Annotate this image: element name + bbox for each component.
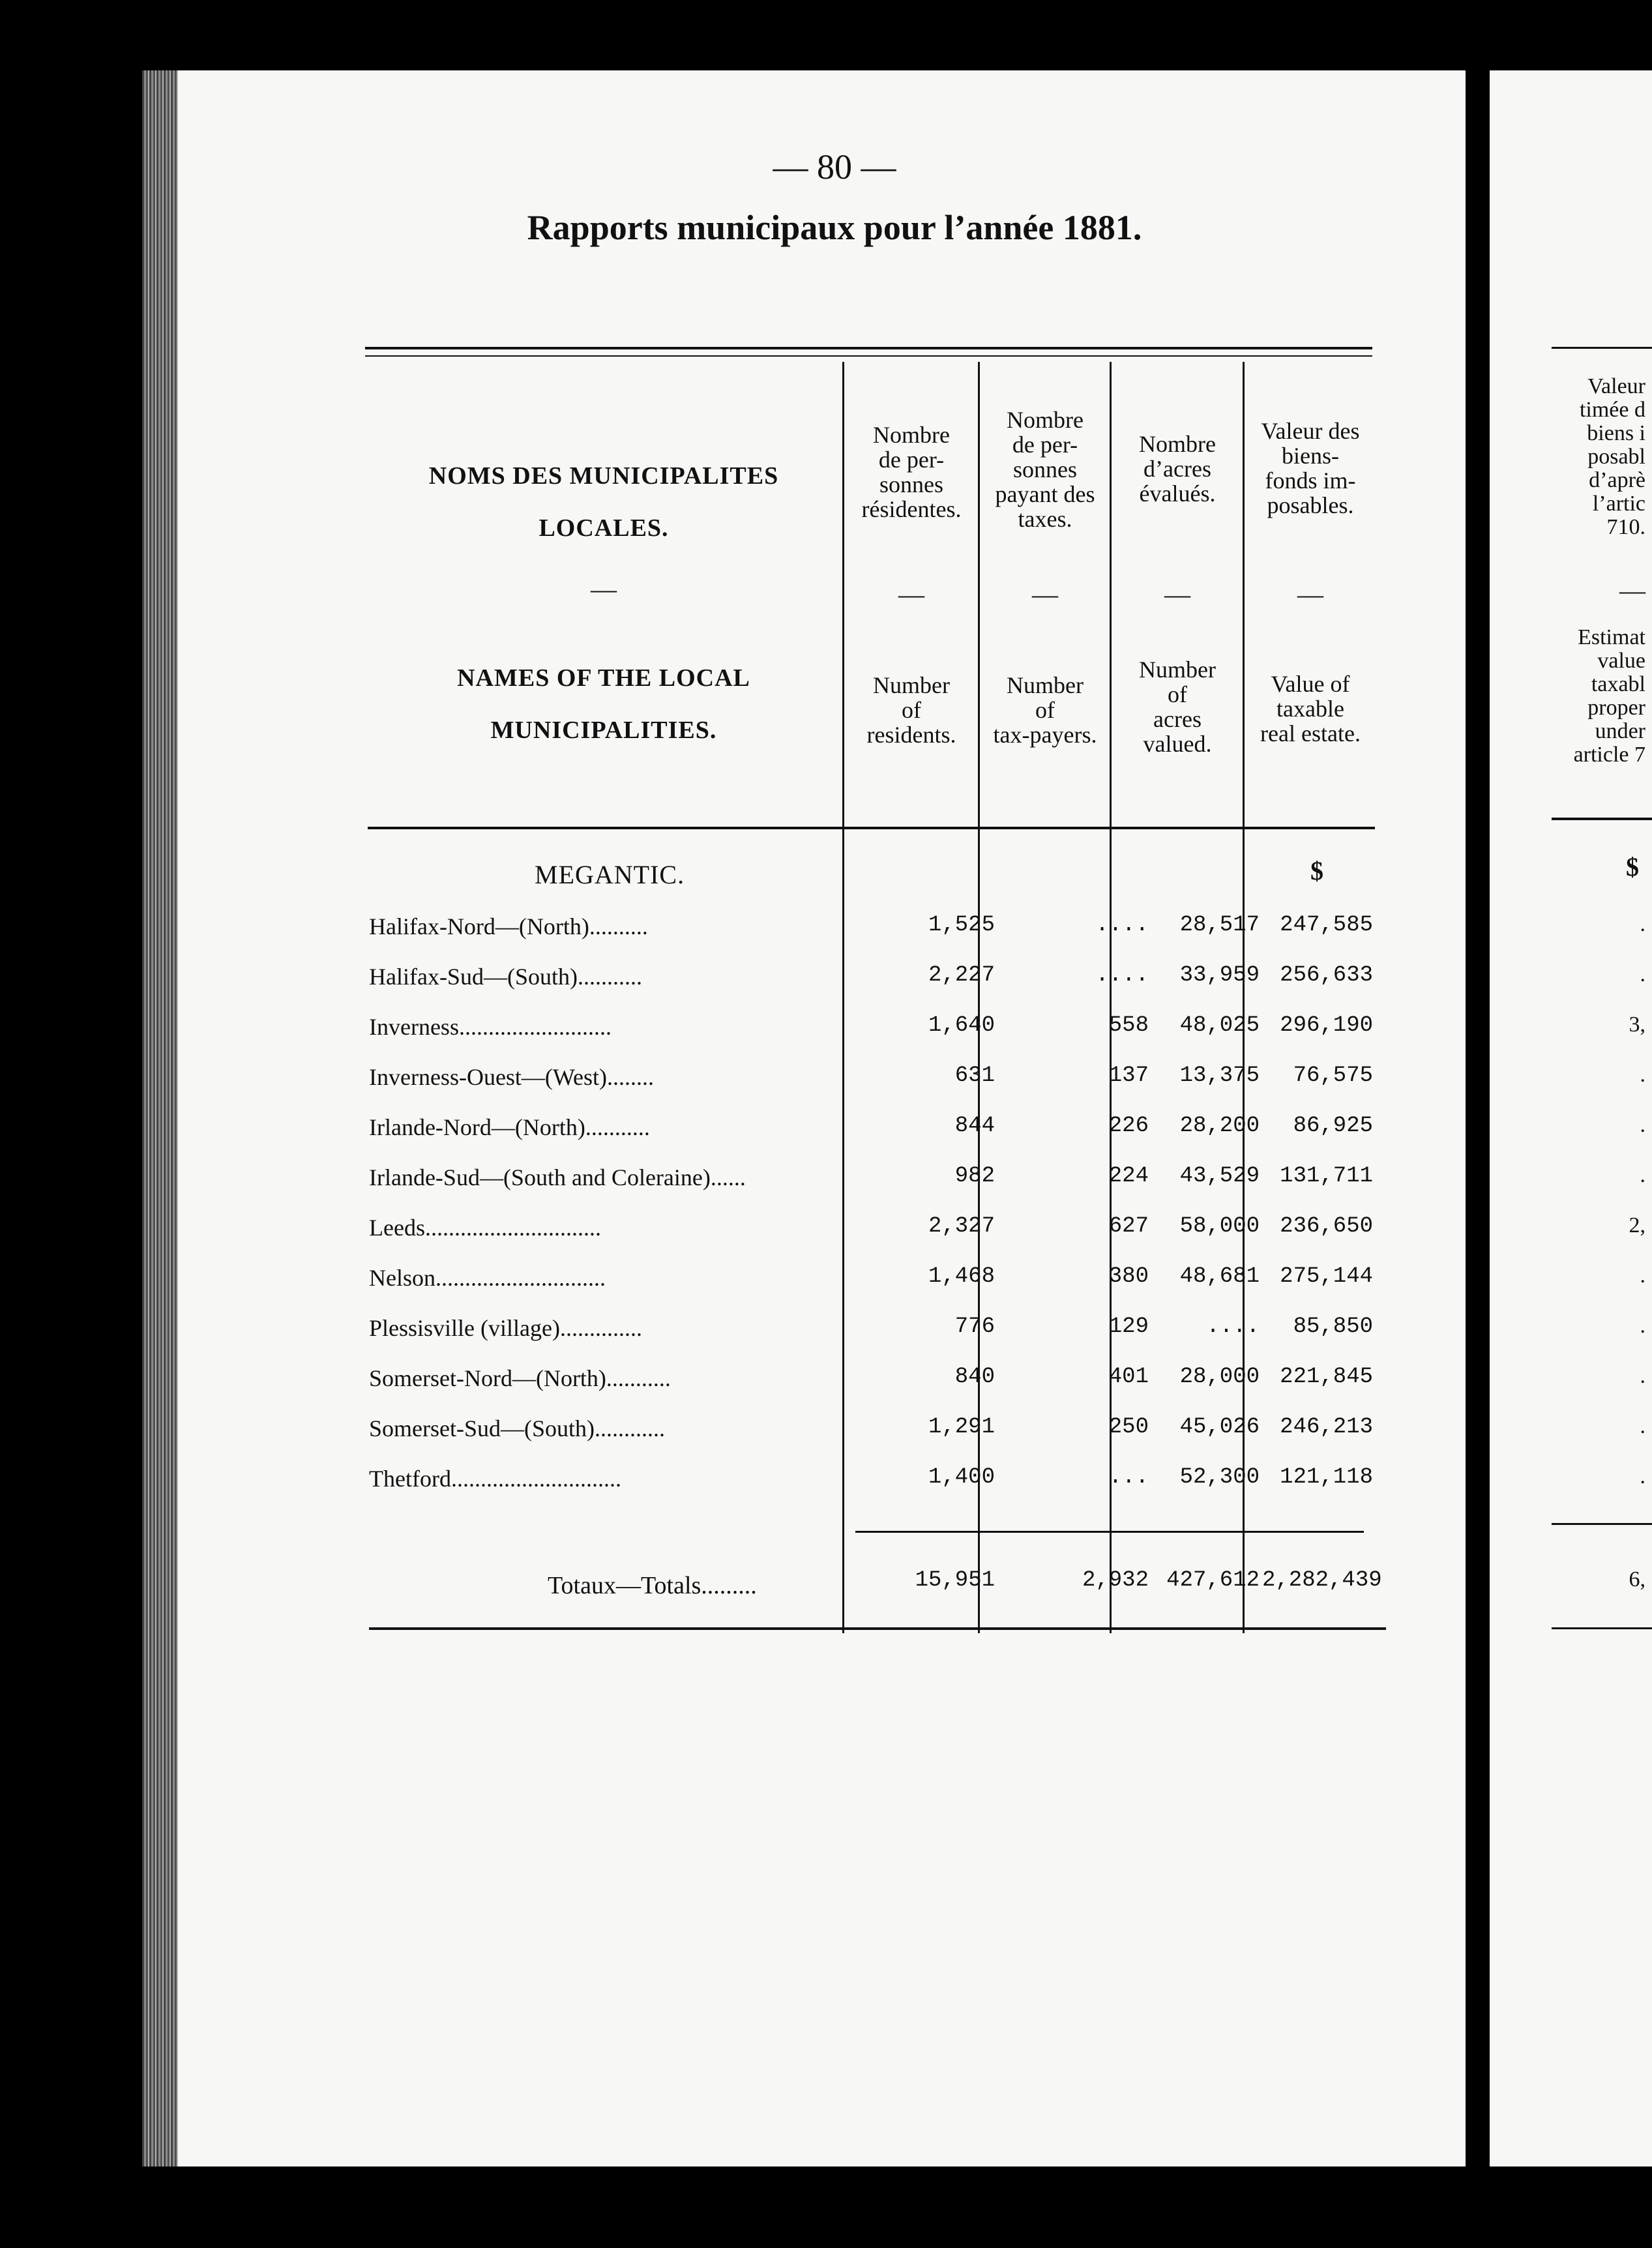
col-value-en (1245, 672, 1376, 746)
row-acres: 48,681 (1179, 1264, 1260, 1289)
right-page-en-header (1496, 626, 1645, 767)
row-acres: 28,000 (1179, 1365, 1260, 1389)
col-value-fr-4: posables. (1267, 492, 1354, 518)
row-taxpayers: 226 (1108, 1114, 1149, 1138)
col-residents-en-1: Number (873, 672, 950, 698)
col-taxpayers-en-1: Number (1007, 672, 1084, 698)
row-value: 131,711 (1280, 1164, 1373, 1189)
right-header-rule (1552, 818, 1652, 820)
col-taxpayers-fr-1: Nombre (1007, 407, 1084, 433)
header-names-fr-line2: LOCALES. (538, 514, 669, 542)
row-acres: 48,025 (1179, 1013, 1260, 1038)
right-value: . (1640, 1163, 1645, 1187)
right-value: 2, (1629, 1213, 1645, 1237)
row-taxpayers: 380 (1108, 1264, 1149, 1289)
row-residents: 844 (954, 1114, 995, 1138)
header-names-en (369, 652, 838, 756)
row-residents: 1,640 (928, 1013, 995, 1038)
right-value: . (1640, 1464, 1645, 1488)
row-name: Leeds.............................. (369, 1215, 601, 1241)
right-top-rule (1552, 347, 1652, 349)
col-taxpayers-en (981, 673, 1110, 747)
row-residents: 1,525 (928, 913, 995, 938)
table-row (369, 913, 1373, 952)
col-taxpayers-en-3: tax-payers. (993, 722, 1097, 748)
col-value-fr-2: biens- (1282, 443, 1339, 469)
table-row (369, 1063, 1373, 1102)
row-residents: 1,400 (928, 1465, 995, 1490)
row-residents: 1,291 (928, 1415, 995, 1440)
row-value: 247,585 (1280, 913, 1373, 938)
right-value: . (1640, 1414, 1645, 1438)
row-taxpayers: 137 (1108, 1063, 1149, 1088)
row-name: Thetford............................. (369, 1466, 621, 1492)
col-residents-fr-1: Nombre (873, 422, 950, 448)
row-name: Irlande-Sud—(South and Coleraine)...... (369, 1164, 746, 1191)
right-fr-7: 710. (1606, 515, 1645, 539)
row-taxpayers: 627 (1108, 1214, 1149, 1239)
col-residents-fr-4: résidentes. (861, 496, 962, 522)
section-heading: MEGANTIC. (535, 860, 685, 889)
col-value-en-2: taxable (1276, 696, 1344, 722)
right-totals-rule (1552, 1523, 1652, 1525)
row-acres: 52,300 (1179, 1465, 1260, 1490)
row-taxpayers: 129 (1108, 1314, 1149, 1339)
row-acres: 43,529 (1179, 1164, 1260, 1189)
col-taxpayers-fr-2: de per- (1012, 432, 1078, 458)
col-acres-dash: — (1164, 580, 1190, 609)
row-name: Halifax-Nord—(North).......... (369, 913, 648, 939)
row-value: 221,845 (1280, 1365, 1373, 1389)
header-names-fr (369, 450, 838, 554)
col-acres-en-4: valued. (1143, 731, 1212, 757)
col-acres-en (1112, 657, 1243, 756)
right-fr-4: posabl (1587, 445, 1645, 469)
col-acres-en-1: Number (1139, 657, 1216, 683)
top-rule (365, 347, 1372, 349)
col-acres-en-3: acres (1153, 706, 1202, 732)
row-taxpayers: .... (1095, 913, 1149, 938)
row-value: 76,575 (1293, 1063, 1373, 1088)
row-taxpayers: 401 (1108, 1365, 1149, 1389)
row-acres: 13,375 (1179, 1063, 1260, 1088)
col-value-dash: — (1297, 580, 1323, 609)
row-value: 236,650 (1280, 1214, 1373, 1239)
row-taxpayers: 558 (1108, 1013, 1149, 1038)
right-value: . (1640, 912, 1645, 936)
col-acres-fr-2: d’acres (1143, 456, 1211, 482)
right-value: . (1640, 1264, 1645, 1288)
col-taxpayers-fr-5: taxes. (1018, 506, 1072, 532)
right-en-6: article 7 (1573, 743, 1645, 767)
right-fr-1: Valeur (1587, 374, 1645, 398)
row-value: 256,633 (1280, 963, 1373, 988)
row-value: 85,850 (1293, 1314, 1373, 1339)
row-acres: 33,959 (1179, 963, 1260, 988)
row-acres: 28,517 (1179, 913, 1260, 938)
currency-symbol: $ (1310, 856, 1323, 885)
table-row (369, 1365, 1373, 1404)
row-taxpayers: .... (1095, 963, 1149, 988)
row-residents: 631 (954, 1063, 995, 1088)
table-row (369, 1264, 1373, 1303)
right-value: . (1640, 962, 1645, 986)
row-name: Nelson............................. (369, 1265, 606, 1291)
col-taxpayers-dash: — (1032, 580, 1058, 609)
right-currency-symbol: $ (1626, 852, 1639, 881)
totals-row (369, 1568, 1382, 1607)
col-acres-fr-3: évalués. (1139, 481, 1216, 507)
row-taxpayers: ... (1108, 1465, 1149, 1490)
col-taxpayers-fr (981, 407, 1110, 531)
row-acres: .... (1206, 1314, 1260, 1339)
right-fr-3: biens i (1587, 421, 1645, 445)
col-acres-fr (1112, 432, 1243, 506)
header-names-dash: — (591, 574, 617, 604)
bottom-rule (369, 1627, 1386, 1630)
right-page-dash: — (1619, 576, 1645, 605)
row-value: 121,118 (1280, 1465, 1373, 1490)
row-acres: 28,200 (1179, 1114, 1260, 1138)
table-row (369, 1114, 1373, 1153)
col-taxpayers-fr-3: sonnes (1013, 456, 1077, 482)
right-en-4: proper (1587, 696, 1645, 720)
row-taxpayers: 250 (1108, 1415, 1149, 1440)
right-en-2: value (1597, 649, 1645, 673)
col-value-fr-1: Valeur des (1261, 418, 1360, 444)
row-value: 275,144 (1280, 1264, 1373, 1289)
col-residents-fr-2: de per- (878, 447, 945, 473)
col-residents-dash: — (898, 580, 924, 609)
row-name: Somerset-Sud—(South)............ (369, 1415, 665, 1442)
col-residents-fr (845, 422, 978, 522)
total-acres: 427,612 (1166, 1568, 1260, 1593)
right-fr-5: d’aprè (1589, 468, 1645, 492)
right-value: . (1640, 1063, 1645, 1087)
page-title: Rapports municipaux pour l’année 1881. (527, 208, 1142, 247)
col-acres-en-2: of (1168, 681, 1187, 707)
col-value-fr-3: fonds im- (1265, 467, 1356, 494)
row-residents: 2,227 (928, 963, 995, 988)
right-page-fr-header (1496, 375, 1645, 539)
right-value: . (1640, 1364, 1645, 1388)
right-fr-2: timée d (1579, 398, 1645, 422)
col-residents-en-2: of (902, 697, 921, 723)
right-en-5: under (1595, 719, 1645, 743)
table-row (369, 1164, 1373, 1203)
totals-top-rule (855, 1531, 1364, 1533)
right-fr-6: l’artic (1592, 492, 1645, 516)
row-name: Irlande-Nord—(North)........... (369, 1114, 650, 1140)
row-value: 296,190 (1280, 1013, 1373, 1038)
row-residents: 776 (954, 1314, 995, 1339)
row-value: 86,925 (1293, 1114, 1373, 1138)
right-bottom-rule (1552, 1627, 1652, 1629)
table-row (369, 1465, 1373, 1504)
totals-label: Totaux—Totals......... (548, 1572, 757, 1599)
col-residents-fr-3: sonnes (879, 471, 943, 497)
total-value: 2,282,439 (1262, 1568, 1382, 1593)
right-total: 6, (1629, 1567, 1645, 1591)
col-value-fr (1245, 419, 1376, 518)
row-name: Inverness-Ouest—(West)........ (369, 1064, 654, 1090)
row-residents: 1,468 (928, 1264, 995, 1289)
row-residents: 982 (954, 1164, 995, 1189)
row-name: Plessisville (village).............. (369, 1315, 642, 1341)
table-row (369, 1314, 1373, 1353)
col-residents-en (845, 673, 978, 747)
right-value: . (1640, 1113, 1645, 1137)
right-en-3: taxabl (1591, 672, 1645, 696)
col-taxpayers-en-2: of (1035, 697, 1055, 723)
right-value: . (1640, 1314, 1645, 1338)
header-names-en-line2: MUNICIPALITIES. (490, 717, 717, 744)
row-name: Halifax-Sud—(South)........... (369, 964, 642, 990)
top-rule-thin (365, 355, 1372, 357)
right-value: 3, (1629, 1013, 1645, 1037)
col-value-en-1: Value of (1271, 671, 1350, 697)
total-taxpayers: 2,932 (1082, 1568, 1149, 1593)
row-taxpayers: 224 (1108, 1164, 1149, 1189)
row-residents: 2,327 (928, 1214, 995, 1239)
right-en-1: Estimat (1578, 625, 1645, 649)
row-residents: 840 (954, 1365, 995, 1389)
table-row (369, 963, 1373, 1002)
header-rule (368, 827, 1375, 829)
row-acres: 45,026 (1179, 1415, 1260, 1440)
col-value-en-3: real estate. (1260, 720, 1361, 747)
page-binding (142, 70, 178, 2167)
row-value: 246,213 (1280, 1415, 1373, 1440)
row-name: Somerset-Nord—(North)........... (369, 1365, 671, 1391)
col-taxpayers-fr-4: payant des (995, 481, 1095, 507)
table-row (369, 1214, 1373, 1253)
col-residents-en-3: residents. (866, 722, 956, 748)
page-number: — 80 — (773, 147, 896, 186)
total-residents: 15,951 (915, 1568, 995, 1593)
row-name: Inverness.......................... (369, 1014, 612, 1040)
col-acres-fr-1: Nombre (1139, 431, 1216, 457)
header-names-fr-line1: NOMS DES MUNICIPALITES (428, 462, 779, 490)
header-names-en-line1: NAMES OF THE LOCAL (457, 664, 750, 692)
row-acres: 58,000 (1179, 1214, 1260, 1239)
table-row (369, 1415, 1373, 1454)
table-row (369, 1013, 1373, 1052)
